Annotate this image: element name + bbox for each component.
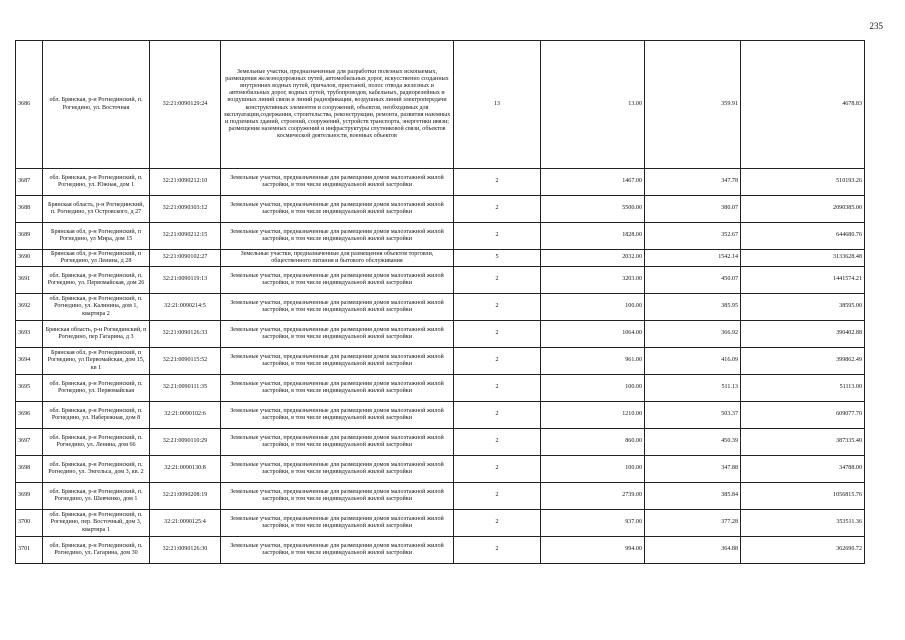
cadastral-number-cell: 32:21:0090303:12: [150, 196, 221, 223]
address-cell: обл. Брянская, р-н Рогнединский, п. Рогнедино, ул. Калинина, дом 1, квартира 2: [43, 294, 150, 321]
permitted-use-cell: Земельные участки, предназначенные для разработки полезных ископаемых, размещения железнодорожных путей, автомобильных дорог, искусственно созданных внутренних водных путей, причалов, пристаней, полос отвода железных и автомобильных дорог, водных путей, трубопроводов, кабельных, радиорелейных и воздушных линий связи и линий радиофикации, воздушных линий электропередачи конструктивных элементов и сооружений, объектов, необходимых для эксплуатации,содержания, строительства, реконструкции, ремонта, развития наземных и подземных зданий, строений, сооружений, устройств транспорта, энергетики ивязи; размещения наземных сооружений и инфраструктуры спутниковой связи, объектов космической деятельности, военных объектов: [221, 41, 454, 169]
table-row: [16, 294, 865, 321]
address-cell: обл. Брянская, р-н Рогнединский, п. Рогнедино, ул. Гагарина, дом 30: [43, 537, 150, 564]
row-number: 3694: [16, 348, 43, 375]
cadastral-value-cell: 51113.00: [741, 375, 865, 402]
cadastral-value-cell: 1056815.76: [741, 483, 865, 510]
cadastral-number-cell: 32:21:0090115:52: [150, 348, 221, 375]
row-number: 3690: [16, 250, 43, 267]
address-cell: обл. Брянская, р-н Рогнединский, п. Рогнедино, ул. Набережная, дом 8: [43, 402, 150, 429]
specific-value-cell: 1542.14: [645, 250, 741, 267]
use-group-cell: 2: [454, 267, 541, 294]
permitted-use-cell: Земельные участки, предназначенные для размещения объектов торговли, общественного питания и бытового обслуживания: [221, 250, 454, 267]
cadastral-value-cell: 609077.70: [741, 402, 865, 429]
cadastral-value-cell: 390402.88: [741, 321, 865, 348]
specific-value-cell: 450.39: [645, 429, 741, 456]
use-group-cell: 2: [454, 196, 541, 223]
address-cell: обл. Брянская, р-н Рогнединский, п. Рогнедино, ул. Восточная: [43, 41, 150, 169]
permitted-use-cell: Земельные участки, предназначенные для размещения домов малоэтажной жилой застройки, в том числе индивидуальной жилой застройки: [221, 223, 454, 250]
cadastral-number-cell: 32:21:0090214:5: [150, 294, 221, 321]
area-cell: 2032.00: [541, 250, 645, 267]
area-cell: 3203.00: [541, 267, 645, 294]
use-group-cell: 2: [454, 375, 541, 402]
area-cell: 1210.00: [541, 402, 645, 429]
permitted-use-cell: Земельные участки, предназначенные для размещения домов малоэтажной жилой застройки, в том числе индивидуальной жилой застройки: [221, 375, 454, 402]
use-group-cell: 2: [454, 456, 541, 483]
specific-value-cell: 352.67: [645, 223, 741, 250]
permitted-use-cell: Земельные участки, предназначенные для размещения домов малоэтажной жилой застройки, в том числе индивидуальной жилой застройки: [221, 456, 454, 483]
specific-value-cell: 450.07: [645, 267, 741, 294]
area-cell: 100.00: [541, 456, 645, 483]
cadastral-value-cell: 1441574.21: [741, 267, 865, 294]
cadastral-value-cell: 510193.26: [741, 169, 865, 196]
row-number: 3688: [16, 196, 43, 223]
specific-value-cell: 380.07: [645, 196, 741, 223]
row-number: 3699: [16, 483, 43, 510]
address-cell: обл. Брянская, р-н Рогнединский, п. Рогнедино, ул. Первомайская: [43, 375, 150, 402]
use-group-cell: 2: [454, 169, 541, 196]
row-number: 3689: [16, 223, 43, 250]
use-group-cell: 2: [454, 483, 541, 510]
specific-value-cell: 385.95: [645, 294, 741, 321]
address-cell: Брянская область, р-н Рогнединский, п Рогнедино, пер Гагарина, д 3: [43, 321, 150, 348]
permitted-use-cell: Земельные участки, предназначенные для размещения домов малоэтажной жилой застройки, в том числе индивидуальной жилой застройки: [221, 348, 454, 375]
table-row: [16, 402, 865, 429]
cadastral-value-cell: 644680.76: [741, 223, 865, 250]
permitted-use-cell: Земельные участки, предназначенные для размещения домов малоэтажной жилой застройки, в том числе индивидуальной жилой застройки: [221, 429, 454, 456]
row-number: 3695: [16, 375, 43, 402]
table-row: [16, 267, 865, 294]
area-cell: 994.00: [541, 537, 645, 564]
cadastral-number-cell: 32:21:0090125:4: [150, 510, 221, 537]
use-group-cell: 2: [454, 429, 541, 456]
cadastral-number-cell: 32:21:0090212:15: [150, 223, 221, 250]
cadastral-number-cell: 32:21:0090208:19: [150, 483, 221, 510]
permitted-use-cell: Земельные участки, предназначенные для размещения домов малоэтажной жилой застройки, в том числе индивидуальной жилой застройки: [221, 321, 454, 348]
row-number: 3693: [16, 321, 43, 348]
address-cell: обл. Брянская, р-н Рогнединский, п. Рогнедино, ул. Первомайская, дом 26: [43, 267, 150, 294]
area-cell: 5500.00: [541, 196, 645, 223]
permitted-use-cell: Земельные участки, предназначенные для размещения домов малоэтажной жилой застройки, в том числе индивидуальной жилой застройки: [221, 402, 454, 429]
table-row: [16, 348, 865, 375]
permitted-use-cell: Земельные участки, предназначенные для размещения домов малоэтажной жилой застройки, в том числе индивидуальной жилой застройки: [221, 294, 454, 321]
use-group-cell: 2: [454, 402, 541, 429]
table-row: [16, 483, 865, 510]
cadastral-number-cell: 32:21:0090110:29: [150, 429, 221, 456]
table-row: [16, 250, 865, 267]
table-row: [16, 429, 865, 456]
use-group-cell: 5: [454, 250, 541, 267]
area-cell: 860.00: [541, 429, 645, 456]
cadastral-number-cell: 32:21:0090126:30: [150, 537, 221, 564]
cadastral-value-cell: 2090385.00: [741, 196, 865, 223]
area-cell: 2739.00: [541, 483, 645, 510]
cadastral-value-cell: 362690.72: [741, 537, 865, 564]
use-group-cell: 2: [454, 348, 541, 375]
table-row: [16, 41, 865, 169]
specific-value-cell: 511.13: [645, 375, 741, 402]
table-row: [16, 196, 865, 223]
use-group-cell: 2: [454, 321, 541, 348]
use-group-cell: 2: [454, 294, 541, 321]
row-number: 3686: [16, 41, 43, 169]
address-cell: обл. Брянская, р-н Рогнединский, п. Рогнедино, ул. Шевченко, дом 1: [43, 483, 150, 510]
specific-value-cell: 503.37: [645, 402, 741, 429]
cadastral-number-cell: 32:21:0090129:24: [150, 41, 221, 169]
permitted-use-cell: Земельные участки, предназначенные для размещения домов малоэтажной жилой застройки, в том числе индивидуальной жилой застройки: [221, 483, 454, 510]
specific-value-cell: 359.91: [645, 41, 741, 169]
cadastral-value-cell: 4678.83: [741, 41, 865, 169]
specific-value-cell: 366.92: [645, 321, 741, 348]
page-number: 235: [869, 21, 883, 31]
address-cell: Брянская область, р-н Рогнединский, п. Рогнедино, ул Островского, д 27: [43, 196, 150, 223]
cadastral-value-cell: 34788.00: [741, 456, 865, 483]
permitted-use-cell: Земельные участки, предназначенные для размещения домов малоэтажной жилой застройки, в том числе индивидуальной жилой застройки: [221, 537, 454, 564]
permitted-use-cell: Земельные участки, предназначенные для размещения домов малоэтажной жилой застройки, в том числе индивидуальной жилой застройки: [221, 169, 454, 196]
area-cell: 1467.00: [541, 169, 645, 196]
row-number: 3696: [16, 402, 43, 429]
cadastral-value-cell: 387335.40: [741, 429, 865, 456]
area-cell: 1828.00: [541, 223, 645, 250]
specific-value-cell: 347.88: [645, 456, 741, 483]
row-number: 3698: [16, 456, 43, 483]
cadastral-number-cell: 32:21:0090102:27: [150, 250, 221, 267]
table-body: [16, 41, 865, 564]
use-group-cell: 2: [454, 510, 541, 537]
address-cell: обл. Брянская, р-н Рогнединский, п. Рогнедино, пер. Восточный, дом 3, квартира 1: [43, 510, 150, 537]
cadastral-number-cell: 32:21:0090102:6: [150, 402, 221, 429]
row-number: 3691: [16, 267, 43, 294]
use-group-cell: 2: [454, 223, 541, 250]
cadastral-number-cell: 32:21:0090119:13: [150, 267, 221, 294]
area-cell: 100.00: [541, 294, 645, 321]
permitted-use-cell: Земельные участки, предназначенные для размещения домов малоэтажной жилой застройки, в том числе индивидуальной жилой застройки: [221, 196, 454, 223]
table-row: [16, 223, 865, 250]
cadastral-value-cell: 3133628.48: [741, 250, 865, 267]
cadastral-number-cell: 32:21:0090111:35: [150, 375, 221, 402]
cadastral-number-cell: 32:21:0090212:10: [150, 169, 221, 196]
row-number: 3692: [16, 294, 43, 321]
address-cell: обл. Брянская, р-н Рогнединский, п. Рогнедино, ул. Южная, дом 1: [43, 169, 150, 196]
row-number: 3687: [16, 169, 43, 196]
row-number: 3701: [16, 537, 43, 564]
table-row: [16, 537, 865, 564]
specific-value-cell: 385.84: [645, 483, 741, 510]
table-row: [16, 456, 865, 483]
area-cell: 961.00: [541, 348, 645, 375]
cadastral-value-table: [15, 40, 865, 564]
specific-value-cell: 416.09: [645, 348, 741, 375]
cadastral-value-cell: 38595.00: [741, 294, 865, 321]
permitted-use-cell: Земельные участки, предназначенные для размещения домов малоэтажной жилой застройки, в том числе индивидуальной жилой застройки: [221, 510, 454, 537]
area-cell: 1064.00: [541, 321, 645, 348]
address-cell: Брянская обл, р-н Рогнединский, п Рогнедино, ул Первомайская, дом 15, кв 1: [43, 348, 150, 375]
specific-value-cell: 377.28: [645, 510, 741, 537]
specific-value-cell: 347.78: [645, 169, 741, 196]
area-cell: 13.00: [541, 41, 645, 169]
address-cell: Брянская обл, р-н Рогнединский, п Рогнедино, ул Ленина, д 28: [43, 250, 150, 267]
cadastral-value-cell: 399862.49: [741, 348, 865, 375]
cadastral-number-cell: 32:21:0090126:33: [150, 321, 221, 348]
permitted-use-cell: Земельные участки, предназначенные для размещения домов малоэтажной жилой застройки, в том числе индивидуальной жилой застройки: [221, 267, 454, 294]
table-row: [16, 169, 865, 196]
table-row: [16, 321, 865, 348]
cadastral-number-cell: 32:21:0090130:8: [150, 456, 221, 483]
specific-value-cell: 364.88: [645, 537, 741, 564]
address-cell: обл. Брянская, р-н Рогнединский, п. Рогнедино, ул. Энгельса, дом 3, кв. 2: [43, 456, 150, 483]
use-group-cell: 13: [454, 41, 541, 169]
use-group-cell: 2: [454, 537, 541, 564]
table-row: [16, 510, 865, 537]
address-cell: Брянская обл, р-н Рогнединский, п Рогнедино, ул Мира, дом 15: [43, 223, 150, 250]
row-number: 3700: [16, 510, 43, 537]
address-cell: обл. Брянская, р-н Рогнединский, п. Рогнедино, ул. Ленина, дом 66: [43, 429, 150, 456]
area-cell: 100.00: [541, 375, 645, 402]
cadastral-value-cell: 353511.36: [741, 510, 865, 537]
table-row: [16, 375, 865, 402]
row-number: 3697: [16, 429, 43, 456]
area-cell: 937.00: [541, 510, 645, 537]
